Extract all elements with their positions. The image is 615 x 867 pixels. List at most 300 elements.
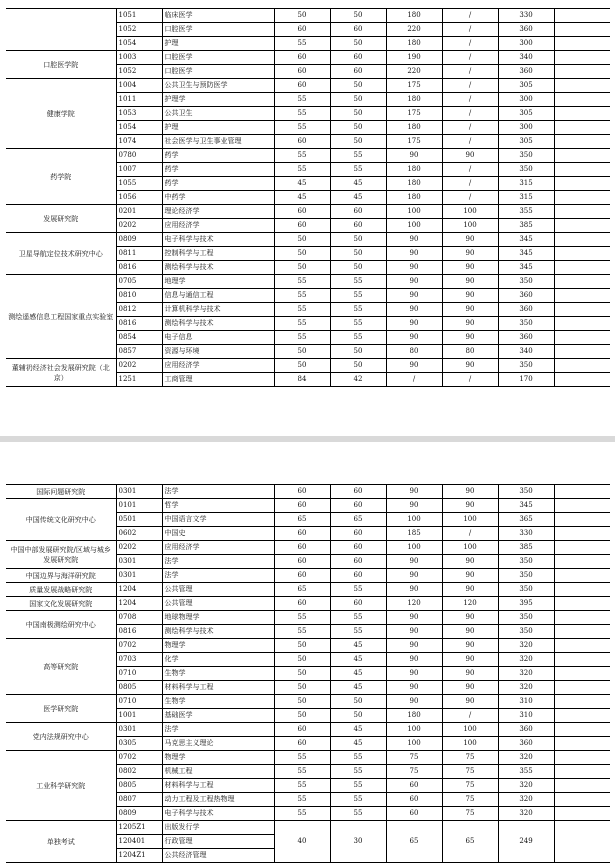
subject-1-score: 175	[386, 107, 442, 121]
major-name: 中药学	[162, 191, 274, 205]
foreign-lang-score: 60	[330, 569, 386, 583]
major-code: 0811	[116, 247, 162, 261]
page-gap	[0, 394, 615, 484]
foreign-lang-score: 45	[330, 177, 386, 191]
major-name: 工商管理	[162, 373, 274, 387]
politics-score: 60	[274, 79, 330, 93]
major-code: 1204	[116, 597, 162, 611]
total-score: 340	[498, 51, 554, 65]
major-name: 物理学	[162, 639, 274, 653]
subject-2-score: 65	[442, 821, 498, 863]
foreign-lang-score: 65	[330, 513, 386, 527]
major-code: 1204	[116, 583, 162, 597]
major-code: 0816	[116, 261, 162, 275]
institute-name: 中国中部发展研究院/区域与城乡发展研究院	[6, 541, 116, 569]
subject-2-score: /	[442, 37, 498, 51]
politics-score: 65	[274, 583, 330, 597]
subject-1-score: 90	[386, 149, 442, 163]
total-score: 350	[498, 485, 554, 499]
subject-2-score: /	[442, 135, 498, 149]
subject-2-score: /	[442, 163, 498, 177]
blank-cell	[554, 149, 610, 163]
table-row	[6, 639, 610, 653]
table-row	[6, 275, 610, 289]
major-code: 1251	[116, 373, 162, 387]
politics-score: 60	[274, 723, 330, 737]
total-score: 345	[498, 247, 554, 261]
blank-cell	[554, 9, 610, 23]
major-code: 0802	[116, 765, 162, 779]
subject-2-score: /	[442, 107, 498, 121]
subject-1-score: 90	[386, 611, 442, 625]
foreign-lang-score: 55	[330, 275, 386, 289]
institute-name: 医学研究院	[6, 695, 116, 723]
subject-2-score: 90	[442, 485, 498, 499]
major-code: 0710	[116, 667, 162, 681]
politics-score: 60	[274, 527, 330, 541]
institute-name: 发展研究院	[6, 205, 116, 233]
blank-cell	[554, 611, 610, 625]
institute-name: 卫星导航定位技术研究中心	[6, 233, 116, 275]
foreign-lang-score: 55	[330, 751, 386, 765]
subject-2-score: 90	[442, 149, 498, 163]
foreign-lang-score: 50	[330, 37, 386, 51]
major-name: 出版发行学	[162, 821, 274, 835]
major-name: 测绘科学与技术	[162, 317, 274, 331]
total-score: 320	[498, 793, 554, 807]
major-name: 测绘科学与技术	[162, 625, 274, 639]
blank-cell	[554, 765, 610, 779]
subject-1-score: 100	[386, 219, 442, 233]
blank-cell	[554, 205, 610, 219]
total-score: 350	[498, 149, 554, 163]
major-name: 行政管理	[162, 835, 274, 849]
foreign-lang-score: 45	[330, 723, 386, 737]
major-code: 0703	[116, 653, 162, 667]
institute-name: 口腔医学院	[6, 51, 116, 79]
politics-score: 55	[274, 303, 330, 317]
subject-2-score: 90	[442, 583, 498, 597]
foreign-lang-score: 30	[330, 821, 386, 863]
subject-2-score: /	[442, 51, 498, 65]
foreign-lang-score: 45	[330, 191, 386, 205]
major-name: 控制科学与工程	[162, 247, 274, 261]
major-code: 0710	[116, 695, 162, 709]
major-code: 0805	[116, 681, 162, 695]
table-row	[6, 485, 610, 499]
subject-2-score: /	[442, 527, 498, 541]
politics-score: 65	[274, 513, 330, 527]
subject-2-score: 75	[442, 765, 498, 779]
blank-cell	[554, 261, 610, 275]
major-name: 生物学	[162, 667, 274, 681]
politics-score: 55	[274, 625, 330, 639]
institute-name: 国际问题研究院	[6, 485, 116, 499]
subject-2-score: 75	[442, 751, 498, 765]
major-name: 法学	[162, 485, 274, 499]
major-code: 1055	[116, 177, 162, 191]
subject-1-score: 220	[386, 65, 442, 79]
foreign-lang-score: 55	[330, 583, 386, 597]
major-code: 0809	[116, 233, 162, 247]
institute-name: 健康学院	[6, 79, 116, 149]
politics-score: 50	[274, 681, 330, 695]
major-code: 0805	[116, 779, 162, 793]
subject-2-score: 90	[442, 625, 498, 639]
politics-score: 60	[274, 485, 330, 499]
total-score: 385	[498, 541, 554, 555]
politics-score: 40	[274, 821, 330, 863]
subject-1-score: 180	[386, 121, 442, 135]
total-score: 170	[498, 373, 554, 387]
blank-cell	[554, 751, 610, 765]
subject-1-score: 220	[386, 23, 442, 37]
subject-2-score: 100	[442, 513, 498, 527]
subject-1-score: 90	[386, 303, 442, 317]
foreign-lang-score: 55	[330, 765, 386, 779]
subject-2-score: 90	[442, 639, 498, 653]
page-separator	[0, 436, 615, 442]
major-name: 公共卫生	[162, 107, 274, 121]
blank-cell	[554, 121, 610, 135]
subject-2-score: 90	[442, 289, 498, 303]
major-code: 0501	[116, 513, 162, 527]
table-row	[6, 723, 610, 737]
politics-score: 50	[274, 709, 330, 723]
institute-name: 质量发展战略研究院	[6, 583, 116, 597]
total-score: 320	[498, 751, 554, 765]
subject-1-score: 60	[386, 779, 442, 793]
total-score: 345	[498, 499, 554, 513]
blank-cell	[554, 233, 610, 247]
blank-cell	[554, 653, 610, 667]
subject-2-score: /	[442, 177, 498, 191]
institute-name: 单独考试	[6, 821, 116, 863]
blank-cell	[554, 177, 610, 191]
major-name: 电子科学与技术	[162, 233, 274, 247]
total-score: 365	[498, 513, 554, 527]
total-score: 320	[498, 653, 554, 667]
blank-cell	[554, 289, 610, 303]
total-score: 249	[498, 821, 554, 863]
subject-2-score: 90	[442, 611, 498, 625]
foreign-lang-score: 55	[330, 289, 386, 303]
major-code: 0201	[116, 205, 162, 219]
major-code: 1204Z1	[116, 849, 162, 863]
subject-1-score: 120	[386, 597, 442, 611]
politics-score: 84	[274, 373, 330, 387]
total-score: 360	[498, 289, 554, 303]
total-score: 305	[498, 135, 554, 149]
blank-cell	[554, 485, 610, 499]
blank-cell	[554, 317, 610, 331]
major-name: 护理	[162, 121, 274, 135]
subject-1-score: 180	[386, 709, 442, 723]
politics-score: 55	[274, 93, 330, 107]
subject-2-score: 90	[442, 569, 498, 583]
major-name: 护理学	[162, 93, 274, 107]
foreign-lang-score: 50	[330, 93, 386, 107]
major-code: 1001	[116, 709, 162, 723]
table-row	[6, 359, 610, 373]
blank-cell	[554, 821, 610, 863]
blank-cell	[554, 247, 610, 261]
table-row	[6, 149, 610, 163]
foreign-lang-score: 55	[330, 807, 386, 821]
politics-score: 60	[274, 65, 330, 79]
blank-cell	[554, 373, 610, 387]
total-score: 385	[498, 219, 554, 233]
total-score: 360	[498, 331, 554, 345]
subject-1-score: 65	[386, 821, 442, 863]
subject-1-score: 90	[386, 331, 442, 345]
blank-cell	[554, 51, 610, 65]
subject-1-score: 90	[386, 681, 442, 695]
subject-1-score: 100	[386, 723, 442, 737]
foreign-lang-score: 50	[330, 695, 386, 709]
blank-cell	[554, 107, 610, 121]
blank-cell	[554, 499, 610, 513]
total-score: 345	[498, 233, 554, 247]
blank-cell	[554, 569, 610, 583]
major-name: 地理学	[162, 275, 274, 289]
foreign-lang-score: 55	[330, 779, 386, 793]
subject-1-score: 90	[386, 261, 442, 275]
subject-1-score: 175	[386, 135, 442, 149]
subject-1-score: 90	[386, 289, 442, 303]
foreign-lang-score: 50	[330, 261, 386, 275]
subject-1-score: 90	[386, 233, 442, 247]
total-score: 320	[498, 807, 554, 821]
major-name: 公共卫生与预防医学	[162, 79, 274, 93]
politics-score: 55	[274, 807, 330, 821]
subject-1-score: 75	[386, 751, 442, 765]
subject-2-score: 90	[442, 499, 498, 513]
politics-score: 50	[274, 653, 330, 667]
blank-cell	[554, 709, 610, 723]
blank-cell	[554, 779, 610, 793]
subject-2-score: 75	[442, 807, 498, 821]
subject-2-score: 100	[442, 737, 498, 751]
foreign-lang-score: 60	[330, 23, 386, 37]
subject-1-score: 100	[386, 205, 442, 219]
total-score: 320	[498, 639, 554, 653]
blank-cell	[554, 695, 610, 709]
politics-score: 60	[274, 555, 330, 569]
major-code: 0807	[116, 793, 162, 807]
subject-2-score: 90	[442, 653, 498, 667]
table-row	[6, 499, 610, 513]
major-code: 0854	[116, 331, 162, 345]
politics-score: 50	[274, 9, 330, 23]
subject-1-score: 185	[386, 527, 442, 541]
subject-2-score: 90	[442, 275, 498, 289]
foreign-lang-score: 60	[330, 597, 386, 611]
subject-1-score: 90	[386, 247, 442, 261]
major-code: 0301	[116, 555, 162, 569]
total-score: 360	[498, 65, 554, 79]
subject-1-score: 190	[386, 51, 442, 65]
foreign-lang-score: 60	[330, 219, 386, 233]
subject-2-score: 90	[442, 331, 498, 345]
total-score: 315	[498, 191, 554, 205]
subject-2-score: /	[442, 93, 498, 107]
foreign-lang-score: 55	[330, 163, 386, 177]
major-name: 法学	[162, 555, 274, 569]
major-name: 计算机科学与技术	[162, 303, 274, 317]
major-name: 理论经济学	[162, 205, 274, 219]
total-score: 350	[498, 555, 554, 569]
subject-2-score: 90	[442, 233, 498, 247]
major-code: 1007	[116, 163, 162, 177]
score-table-2	[6, 484, 610, 863]
table-row	[6, 79, 610, 93]
subject-1-score: 180	[386, 191, 442, 205]
major-name: 信息与通信工程	[162, 289, 274, 303]
total-score: 300	[498, 121, 554, 135]
subject-1-score: 80	[386, 345, 442, 359]
major-code: 0202	[116, 219, 162, 233]
politics-score: 50	[274, 345, 330, 359]
politics-score: 50	[274, 261, 330, 275]
politics-score: 55	[274, 149, 330, 163]
foreign-lang-score: 60	[330, 527, 386, 541]
major-name: 机械工程	[162, 765, 274, 779]
blank-cell	[554, 191, 610, 205]
blank-cell	[554, 219, 610, 233]
foreign-lang-score: 50	[330, 121, 386, 135]
major-name: 中国史	[162, 527, 274, 541]
blank-cell	[554, 807, 610, 821]
foreign-lang-score: 55	[330, 317, 386, 331]
foreign-lang-score: 50	[330, 135, 386, 149]
politics-score: 55	[274, 779, 330, 793]
foreign-lang-score: 50	[330, 107, 386, 121]
subject-2-score: 100	[442, 541, 498, 555]
foreign-lang-score: 60	[330, 541, 386, 555]
blank-cell	[554, 37, 610, 51]
table-row	[6, 9, 610, 23]
politics-score: 45	[274, 191, 330, 205]
major-code: 0816	[116, 625, 162, 639]
subject-1-score: 75	[386, 765, 442, 779]
foreign-lang-score: 45	[330, 737, 386, 751]
major-code: 0780	[116, 149, 162, 163]
major-name: 电子信息	[162, 331, 274, 345]
total-score: 350	[498, 611, 554, 625]
blank-cell	[554, 597, 610, 611]
subject-1-score: 90	[386, 625, 442, 639]
politics-score: 55	[274, 765, 330, 779]
major-name: 材料科学与工程	[162, 681, 274, 695]
blank-cell	[554, 793, 610, 807]
major-name: 中国语言文学	[162, 513, 274, 527]
major-code: 1051	[116, 9, 162, 23]
politics-score: 55	[274, 331, 330, 345]
foreign-lang-score: 50	[330, 359, 386, 373]
blank-cell	[554, 359, 610, 373]
major-code: 0602	[116, 527, 162, 541]
major-code: 0301	[116, 569, 162, 583]
institute-name: 药学院	[6, 149, 116, 205]
politics-score: 60	[274, 597, 330, 611]
major-code: 0202	[116, 359, 162, 373]
total-score: 330	[498, 527, 554, 541]
politics-score: 50	[274, 247, 330, 261]
major-name: 护理	[162, 37, 274, 51]
table-row	[6, 205, 610, 219]
foreign-lang-score: 60	[330, 65, 386, 79]
subject-1-score: 60	[386, 807, 442, 821]
total-score: 320	[498, 779, 554, 793]
foreign-lang-score: 50	[330, 247, 386, 261]
foreign-lang-score: 45	[330, 681, 386, 695]
subject-2-score: 90	[442, 667, 498, 681]
blank-cell	[554, 667, 610, 681]
politics-score: 60	[274, 205, 330, 219]
subject-2-score: /	[442, 23, 498, 37]
major-name: 药学	[162, 177, 274, 191]
major-code: 1003	[116, 51, 162, 65]
politics-score: 50	[274, 667, 330, 681]
total-score: 350	[498, 275, 554, 289]
politics-score: 55	[274, 37, 330, 51]
blank-cell	[554, 555, 610, 569]
subject-1-score: 100	[386, 737, 442, 751]
blank-cell	[554, 583, 610, 597]
subject-2-score: 90	[442, 555, 498, 569]
subject-2-score: /	[442, 709, 498, 723]
major-name: 电子科学与技术	[162, 807, 274, 821]
major-name: 口腔医学	[162, 23, 274, 37]
subject-1-score: 60	[386, 793, 442, 807]
foreign-lang-score: 60	[330, 51, 386, 65]
total-score: 315	[498, 177, 554, 191]
politics-score: 45	[274, 177, 330, 191]
subject-1-score: 180	[386, 9, 442, 23]
blank-cell	[554, 65, 610, 79]
politics-score: 50	[274, 359, 330, 373]
major-code: 1053	[116, 107, 162, 121]
subject-2-score: 90	[442, 359, 498, 373]
table-row	[6, 597, 610, 611]
institute-name: 国家文化发展研究院	[6, 597, 116, 611]
subject-2-score: 100	[442, 219, 498, 233]
subject-2-score: 100	[442, 723, 498, 737]
major-name: 马克思主义理论	[162, 737, 274, 751]
score-table-1	[6, 8, 610, 387]
major-name: 动力工程及工程热物理	[162, 793, 274, 807]
total-score: 320	[498, 681, 554, 695]
subject-1-score: /	[386, 373, 442, 387]
total-score: 300	[498, 93, 554, 107]
subject-1-score: 90	[386, 583, 442, 597]
politics-score: 55	[274, 163, 330, 177]
major-code: 0809	[116, 807, 162, 821]
politics-score: 60	[274, 135, 330, 149]
total-score: 320	[498, 667, 554, 681]
major-name: 临床医学	[162, 9, 274, 23]
major-name: 哲学	[162, 499, 274, 513]
politics-score: 55	[274, 793, 330, 807]
major-name: 社会医学与卫生事业管理	[162, 135, 274, 149]
major-name: 口腔医学	[162, 65, 274, 79]
major-name: 基础医学	[162, 709, 274, 723]
major-name: 物理学	[162, 751, 274, 765]
major-code: 0101	[116, 499, 162, 513]
total-score: 350	[498, 163, 554, 177]
institute-name: 中国边界与海洋研究院	[6, 569, 116, 583]
